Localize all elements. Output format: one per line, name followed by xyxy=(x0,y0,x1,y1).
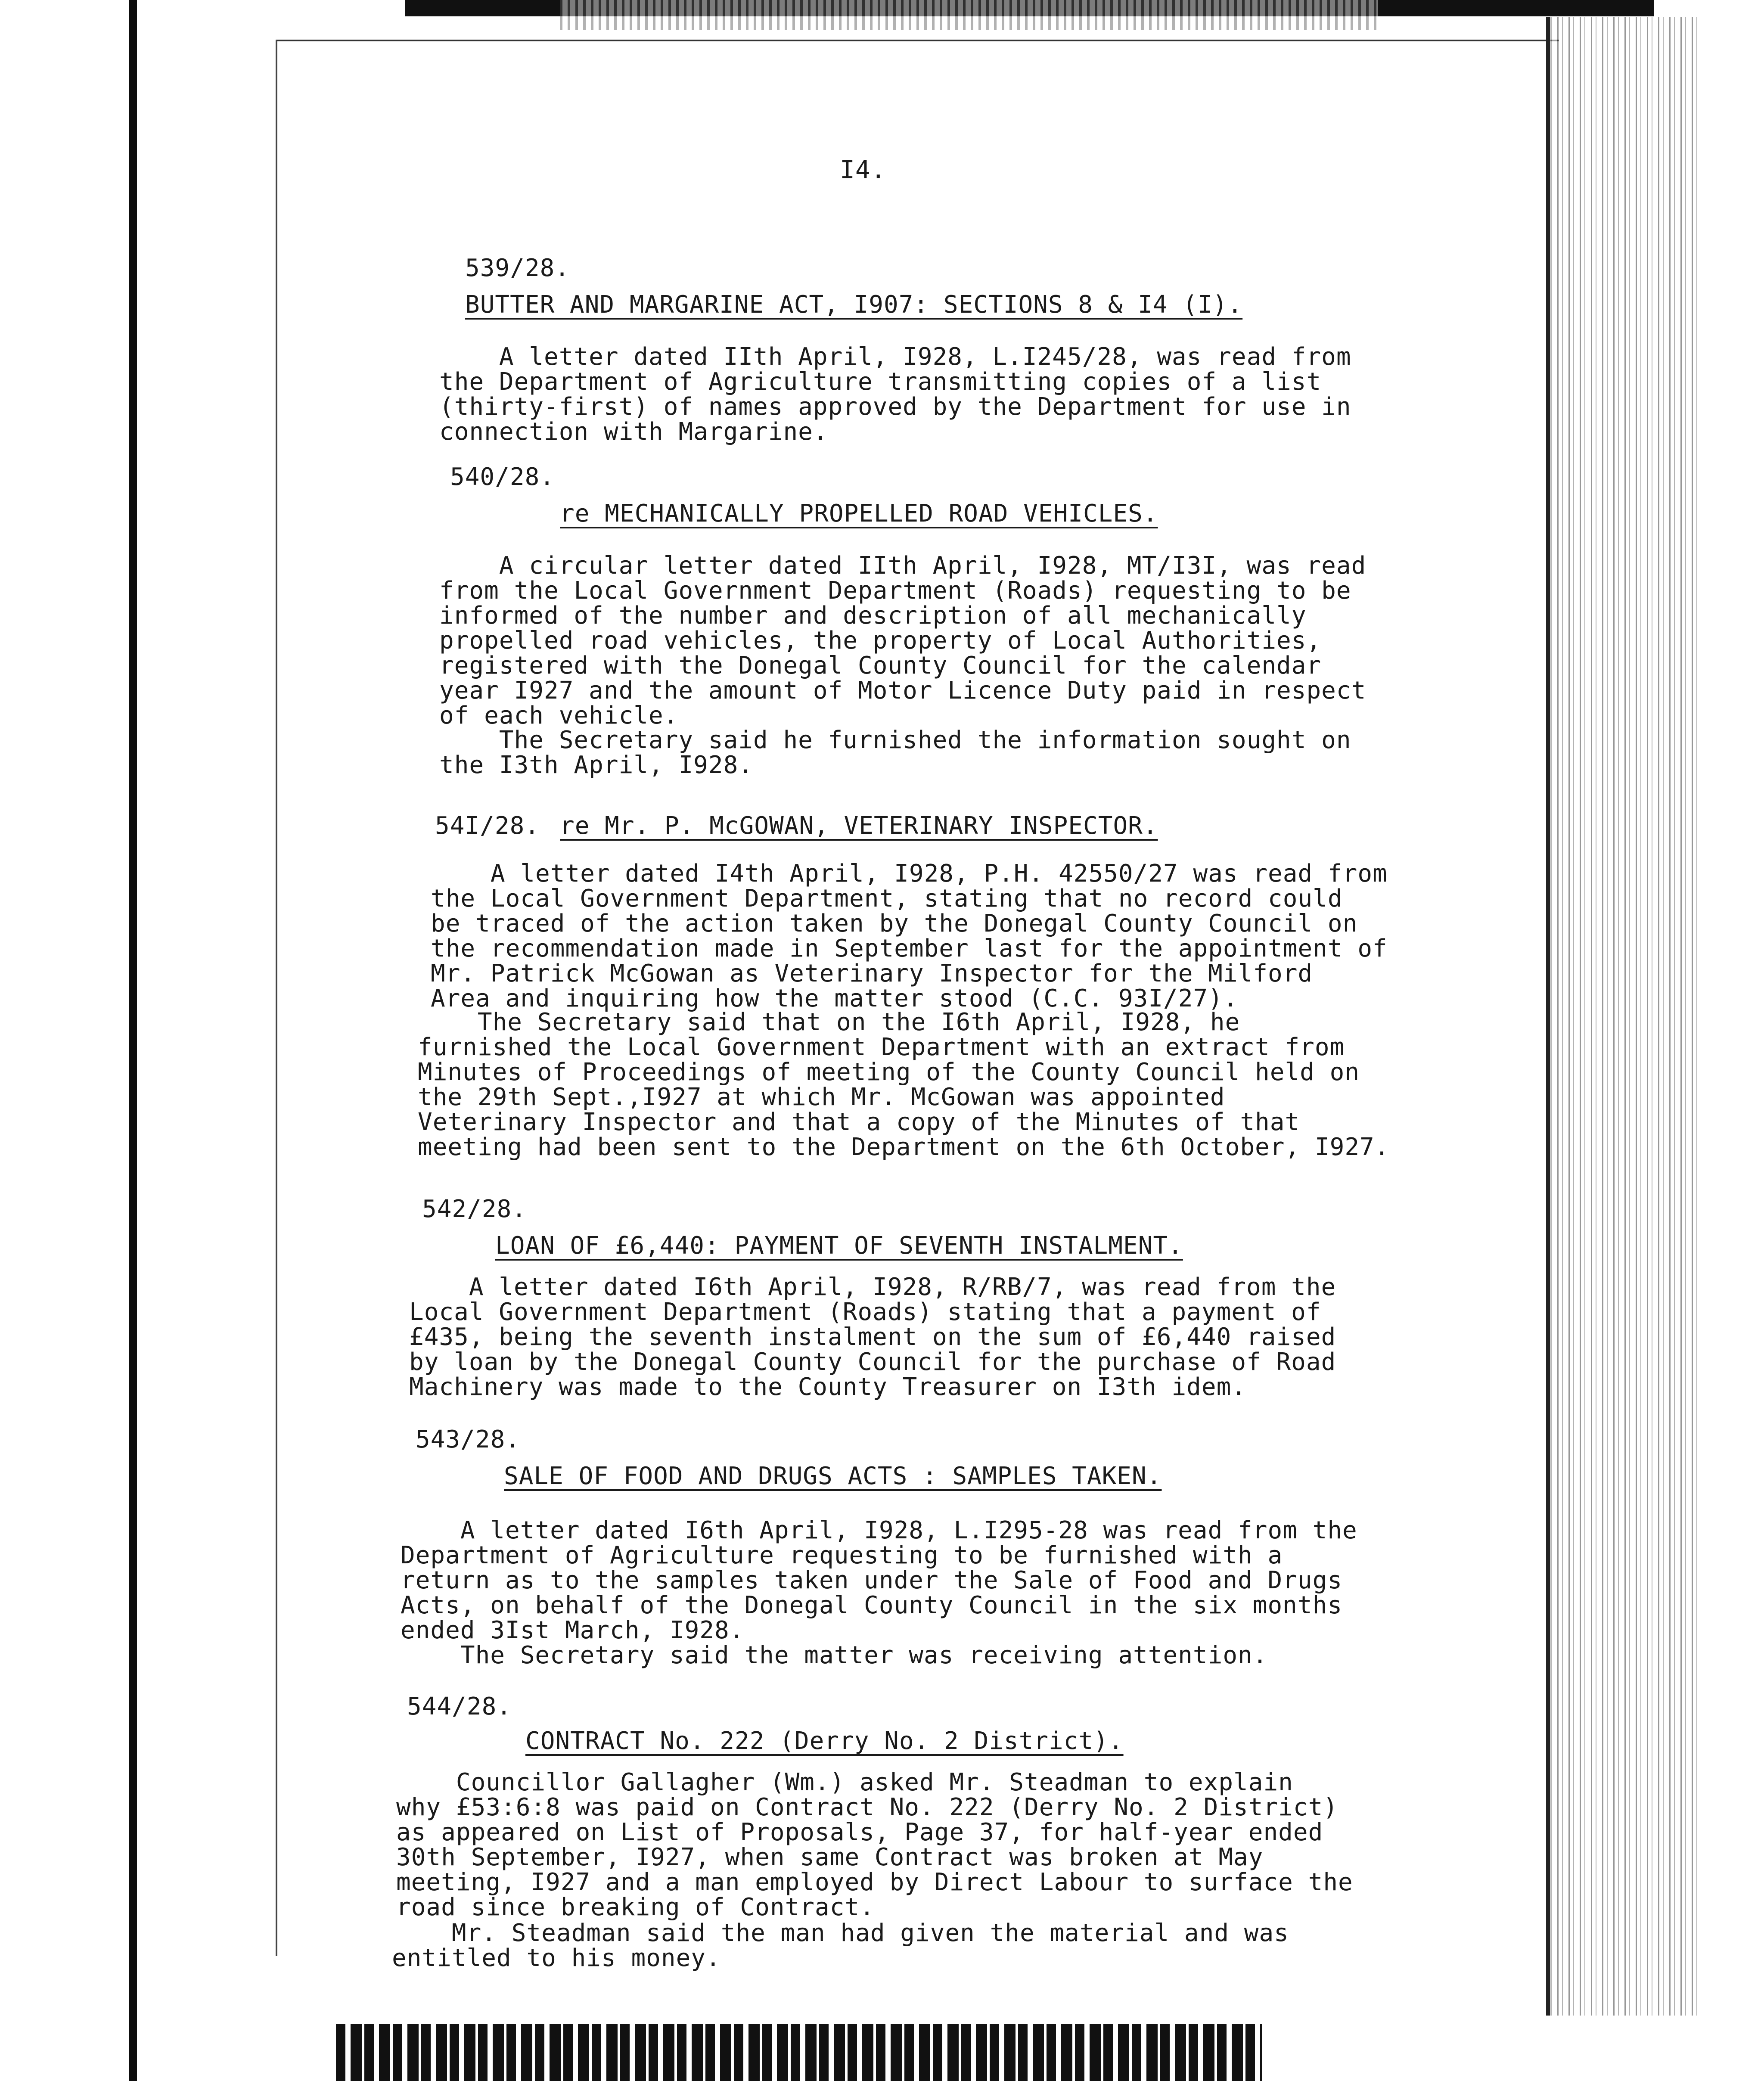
item-ref-541: 54I/28. xyxy=(435,812,540,840)
item-ref-542: 542/28. xyxy=(422,1195,527,1223)
item-heading-542: LOAN OF £6,440: PAYMENT OF SEVENTH INSTALMENT. xyxy=(495,1232,1183,1260)
item-paragraph-544-2: Mr. Steadman said the man had given the material and was entitled to his money. xyxy=(392,1919,1289,1972)
item-heading-539: BUTTER AND MARGARINE ACT, I907: SECTIONS 8 & I4 (I). xyxy=(465,291,1243,319)
item-paragraph-543-2: The Secretary said the matter was receiving attention. xyxy=(401,1641,1268,1669)
item-ref-539: 539/28. xyxy=(465,254,570,282)
item-ref-543: 543/28. xyxy=(416,1426,521,1454)
scan-edge-left xyxy=(129,0,137,2081)
binding-fold xyxy=(1546,17,1701,2016)
item-heading-541: re Mr. P. McGOWAN, VETERINARY INSPECTOR. xyxy=(560,812,1158,840)
item-paragraph-540-2: The Secretary said he furnished the information sought on the I3th April, I928. xyxy=(439,726,1351,779)
scan-noise-top xyxy=(560,0,1378,30)
binding-fold-edge xyxy=(1546,17,1550,2016)
item-paragraph-541-1: A letter dated I4th April, I928, P.H. 42550/27 was read from the Local Government Department, stating that no record could be traced of the action taken by the Donegal County Council on the recommendation made in September last for the appointment of Mr. Patrick McGowan as Veterinary Inspector for the Milford Area and inquiring how the matter stood (C.C. 93I/27). xyxy=(431,860,1388,1013)
item-heading-540: re MECHANICALLY PROPELLED ROAD VEHICLES. xyxy=(560,500,1158,528)
item-ref-544: 544/28. xyxy=(407,1693,512,1721)
item-paragraph-544-1: Councillor Gallagher (Wm.) asked Mr. Steadman to explain why £53:6:8 was paid on Contract No. 222 (Derry No. 2 District) as appeared on List of Proposals, Page 37, for half-year ended 30th September, I927, when same Contract was broken at May meeting, I927 and a man employed by Direct Labour to surface the road since breaking of Contract. xyxy=(396,1768,1353,1921)
frame-line-left xyxy=(276,40,277,1956)
item-paragraph-540-1: A circular letter dated IIth April, I928, MT/I3I, was read from the Local Government Department (Roads) requesting to be informed of the number and description of all mechanically propelled road vehicles, the property of Local Authorities, registered with the Donegal County Council for the calendar year I927 and the amount of Motor Licence Duty paid in respect of each vehicle. xyxy=(439,552,1366,730)
page-number: I4. xyxy=(840,155,886,184)
item-paragraph-541-2: The Secretary said that on the I6th April, I928, he furnished the Local Government Department with an extract from Minutes of Proceedings of meeting of the County Council held on the 29th Sept.,I927 at which Mr. McGowan was appointed Veterinary Inspector and that a copy of the Minutes of that meeting had been sent to the Department on the 6th October, I927. xyxy=(418,1008,1390,1161)
item-ref-540: 540/28. xyxy=(450,463,555,491)
scan-edge-bottom xyxy=(336,2024,1262,2081)
item-heading-544: CONTRACT No. 222 (Derry No. 2 District). xyxy=(525,1727,1124,1755)
item-paragraph-542-1: A letter dated I6th April, I928, R/RB/7, was read from the Local Government Department (Roads) stating that a payment of £435, being the seventh instalment on the sum of £6,440 raised by loan by the Donegal County Council for the purchase of Road Machinery was made to the County Treasurer on I3th idem. xyxy=(409,1273,1336,1401)
frame-line-top xyxy=(276,40,1559,41)
item-paragraph-543-1: A letter dated I6th April, I928, L.I295-28 was read from the Department of Agriculture requesting to be furnished with a return as to the samples taken under the Sale of Food and Drugs Acts, on behalf of the Donegal County Council in the six months ended 3Ist March, I928. xyxy=(401,1516,1357,1644)
item-paragraph-539-1: A letter dated IIth April, I928, L.I245/28, was read from the Department of Agriculture transmitting copies of a list (thirty-first) of names approved by the Department for use in connection with Margarine. xyxy=(439,343,1351,446)
item-heading-543: SALE OF FOOD AND DRUGS ACTS : SAMPLES TAKEN. xyxy=(504,1462,1162,1490)
